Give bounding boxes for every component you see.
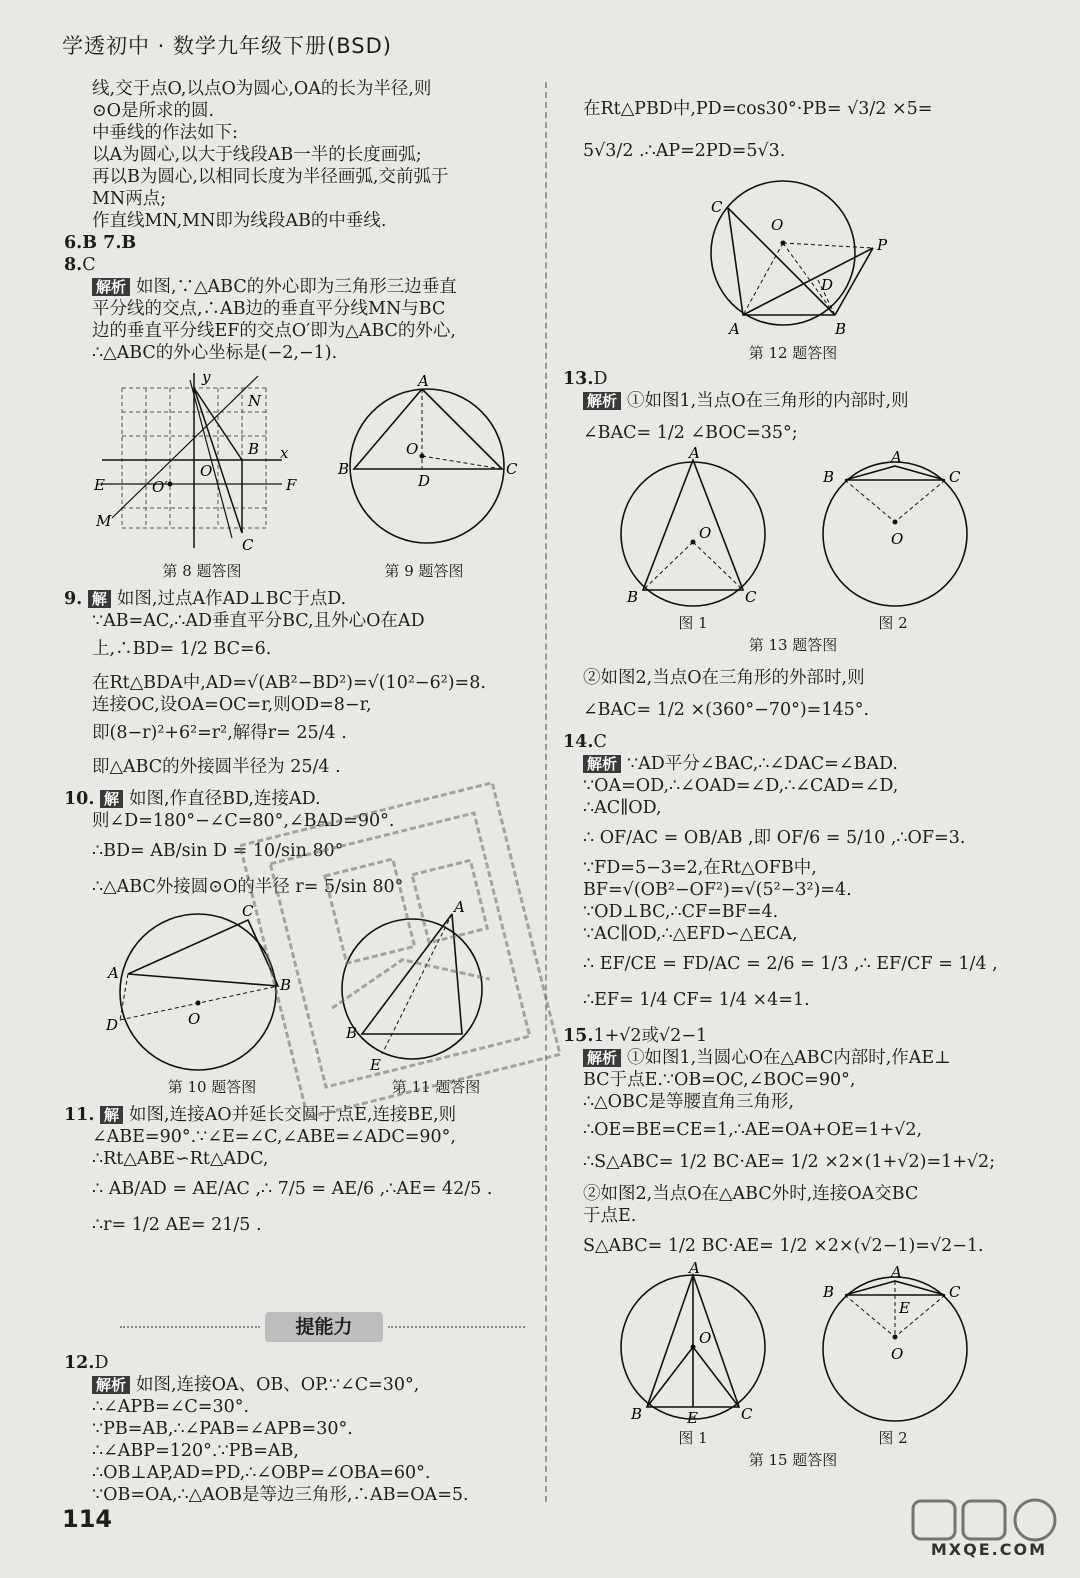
point-label: D (418, 472, 431, 490)
text-line: ∵AC∥OD,∴△EFD∽△ECA, (583, 924, 798, 944)
point-label: O (771, 216, 784, 234)
text-line: 在Rt△PBD中,PD=cos30°·PB= √3/2 ×5= (583, 99, 933, 119)
text-line: 平分线的交点,∴AB边的垂直平分线MN与BC (92, 299, 446, 319)
logo-mark-icon (905, 1495, 1065, 1545)
solution-tag: 解 (100, 1106, 123, 1124)
point-label: C (506, 460, 518, 478)
text-line: ∴OB⊥AP,AD=PD,∴∠OBP=∠OBA=60°. (92, 1463, 431, 1483)
text-line: ∴r= 1/2 AE= 21/5 . (92, 1215, 262, 1235)
text-line (583, 753, 1023, 775)
text-line: ∵OB=OA,∴△AOB是等边三角形,∴AB=OA=5. (92, 1485, 469, 1505)
axis-label-x: x (280, 444, 289, 462)
right-column (563, 78, 1023, 1469)
point-label: A (418, 372, 429, 390)
figure-12 (693, 168, 893, 343)
question-8-header (64, 254, 532, 276)
figure-15-2 (817, 1263, 987, 1427)
point-label: A (689, 1259, 700, 1277)
point-label: E (94, 476, 105, 494)
text-line: 5√3/2 .∴AP=2PD=5√3. (583, 141, 786, 161)
figure-13-caption: 第 13 题答图 (748, 636, 838, 654)
point-label: B (248, 440, 260, 458)
figure-8-caption: 第 8 题答图 (162, 562, 242, 580)
stamp-watermark (250, 790, 550, 1110)
text-line: ∴BD= AB/sin D = 10/sin 80° (92, 841, 344, 861)
page-header: 学透初中 · 数学九年级下册(BSD) (62, 34, 392, 58)
section-title: 提能力 (265, 1312, 383, 1342)
answer-6-7: 6.B 7.B (64, 233, 137, 253)
point-label: M (96, 512, 112, 530)
point-label: O (891, 1345, 904, 1363)
figure-13-sub1: 图 1 (678, 614, 708, 632)
text-line (583, 1047, 1023, 1069)
analysis-tag: 解析 (583, 392, 621, 410)
text-line: ∴EF= 1/4 CF= 1/4 ×4=1. (583, 990, 810, 1010)
analysis-tag: 解析 (583, 1049, 621, 1067)
question-number: 11. (64, 1105, 95, 1125)
analysis-tag: 解析 (92, 278, 130, 296)
answer: D (593, 369, 608, 389)
text: 如图,连接OA、OB、OP.∵∠C=30°, (136, 1375, 420, 1395)
point-label: A (891, 448, 902, 466)
point-label: C (745, 588, 757, 606)
text-line: 即(8−r)²+6²=r²,解得r= 25/4 . (92, 723, 347, 743)
text: 如图,连接AO并延长交圆于点E,连接BE,则 (129, 1105, 457, 1125)
text: ∵AD平分∠BAC,∴∠DAC=∠BAD. (627, 754, 898, 774)
solution-tag: 解 (100, 790, 123, 808)
point-label: A (454, 898, 465, 916)
point-label: O (200, 462, 213, 480)
figure-15-sub1: 图 1 (678, 1429, 708, 1447)
figure-13-2 (817, 448, 987, 612)
question-number: 8. (64, 255, 83, 275)
point-label: B (823, 1283, 835, 1301)
figure-15-sub2: 图 2 (878, 1429, 908, 1447)
text-line (92, 1374, 532, 1396)
point-label: O (699, 1329, 712, 1347)
point-label: B (280, 976, 292, 994)
text-line: ∴∠ABP=120°.∵PB=AB, (92, 1441, 299, 1461)
banner-dots (388, 1326, 525, 1328)
text-line: ∴Rt△ABE∽Rt△ADC, (92, 1149, 269, 1169)
point-label: O (188, 1010, 201, 1028)
text-line: ∴△OBC是等腰直角三角形, (583, 1092, 795, 1112)
figure-8-grid (82, 368, 302, 558)
answer: C (82, 255, 96, 275)
point-label: O (891, 530, 904, 548)
text-line: S△ABC= 1/2 BC·AE= 1/2 ×2×(√2−1)=√2−1. (583, 1236, 984, 1256)
text-line: ∠BAC= 1/2 ×(360°−70°)=145°. (583, 700, 870, 720)
text-line: ∴ OF/AC = OB/AB ,即 OF/6 = 5/10 ,∴OF=3. (583, 828, 966, 848)
text-line: 于点E. (583, 1206, 637, 1226)
banner-dots (120, 1326, 260, 1328)
text-line: 中垂线的作法如下: (92, 123, 238, 143)
site-logo (905, 1495, 1065, 1565)
point-label: C (242, 536, 254, 554)
text-line: ∵FD=5−3=2,在Rt△OFB中, (583, 858, 817, 878)
text-line: ∴ AB/AD = AE/AC ,∴ 7/5 = AE/6 ,∴AE= 42/5 . (92, 1179, 493, 1199)
point-label: F (286, 476, 297, 494)
text-line: 则∠D=180°−∠C=80°,∠BAD=90°. (92, 811, 395, 831)
text-line: 连接OC,设OA=OC=r,则OD=8−r, (92, 695, 372, 715)
point-label: O′ (152, 478, 168, 496)
point-label: P (877, 236, 888, 254)
text-line: ∴△ABC外接圆⊙O的半径 r= 5/sin 80° (92, 877, 404, 897)
text-line: 上,∴BD= 1/2 BC=6. (92, 639, 272, 659)
section-banner (120, 1312, 525, 1342)
text-line: 以A为圆心,以大于线段AB一半的长度画弧; (92, 145, 422, 165)
text: 如图,过点A作AD⊥BC于点D. (116, 589, 347, 609)
figure-15-block (583, 1259, 1023, 1469)
figure-13-1 (613, 444, 773, 612)
point-label: B (627, 588, 639, 606)
point-label: C (949, 468, 961, 486)
point-label: E (370, 1056, 381, 1074)
text-line: ∴△ABC的外心坐标是(−2,−1). (92, 343, 338, 363)
text: 如图,∵△ABC的外心即为三角形三边垂直 (136, 277, 457, 297)
analysis-tag: 解析 (583, 755, 621, 773)
text-line: ∵OD⊥BC,∴CF=BF=4. (583, 902, 779, 922)
point-label: B (631, 1405, 643, 1423)
text-line: 线,交于点O,以点O为圆心,OA的长为半径,则 (92, 79, 432, 99)
figure-9 (332, 374, 522, 554)
point-label: A (891, 1263, 902, 1281)
point-label: C (741, 1405, 753, 1423)
question-12-header (64, 1352, 532, 1374)
point-label: N (248, 392, 262, 410)
text: ①如图1,当圆心O在△ABC内部时,作AE⊥ (627, 1048, 951, 1068)
question-number: 15. (563, 1026, 594, 1046)
point-label: E (899, 1299, 910, 1317)
point-label: B (346, 1024, 358, 1042)
figure-row-8-9 (92, 368, 532, 588)
text: 如图,作直径BD,连接AD. (129, 789, 321, 809)
point-label: B (835, 320, 847, 338)
point-label: O (406, 440, 419, 458)
text-line: ∵AB=AC,∴AD垂直平分BC,且外心O在AD (92, 611, 425, 631)
figure-10-caption: 第 10 题答图 (167, 1078, 257, 1096)
question-9-header (64, 588, 532, 610)
text-line: 即△ABC的外接圆半径为 25/4 . (92, 757, 341, 777)
text-line: 作直线MN,MN即为线段AB的中垂线. (92, 211, 387, 231)
text-line: MN两点; (92, 189, 167, 209)
text-line: BF=√(OB²−OF²)=√(5²−3²)=4. (583, 880, 852, 900)
text-line: 边的垂直平分线EF的交点O′即为△ABC的外心, (92, 321, 456, 341)
text-line: ∠ABE=90°.∵∠E=∠C,∠ABE=∠ADC=90°, (92, 1127, 456, 1147)
question-number: 14. (563, 732, 594, 752)
answer: C (593, 732, 607, 752)
question-14-header (563, 731, 1023, 753)
figure-13-sub2: 图 2 (878, 614, 908, 632)
point-label: E (687, 1409, 698, 1427)
text-line: ∴S△ABC= 1/2 BC·AE= 1/2 ×2×(1+√2)=1+√2; (583, 1152, 996, 1172)
point-label: A (689, 444, 700, 462)
point-label: O (699, 524, 712, 542)
question-number: 12. (64, 1353, 95, 1373)
page-number: 114 (62, 1505, 113, 1533)
logo-text: MXQE.COM (930, 1540, 1047, 1559)
figure-15-1 (613, 1259, 773, 1427)
point-label: D (821, 276, 834, 294)
text: ①如图1,当点O在三角形的内部时,则 (627, 391, 909, 411)
point-label: C (242, 902, 254, 920)
text-line (92, 276, 532, 298)
text-line: ∴AC∥OD, (583, 798, 662, 818)
text-line: ∵PB=AB,∴∠PAB=∠APB=30°. (92, 1419, 353, 1439)
point-label: C (711, 198, 723, 216)
text-line: ∴OE=BE=CE=1,∴AE=OA+OE=1+√2, (583, 1120, 923, 1140)
analysis-tag: 解析 (92, 1376, 130, 1394)
text-line: BC于点E.∵OB=OC,∠BOC=90°, (583, 1070, 856, 1090)
text-line: ∠BAC= 1/2 ∠BOC=35°; (583, 423, 798, 443)
axis-label-y: y (202, 368, 211, 386)
question-12-block (64, 1352, 532, 1506)
text-line: ②如图2,当点O在三角形的外部时,则 (583, 668, 865, 688)
text-line: ∴∠APB=∠C=30°. (92, 1397, 250, 1417)
text-line: ②如图2,当点O在△ABC外时,连接OA交BC (583, 1184, 919, 1204)
point-label: A (108, 964, 119, 982)
question-number: 9. (64, 589, 83, 609)
figure-9-caption: 第 9 题答图 (384, 562, 464, 580)
text-line (583, 390, 1023, 412)
question-13-header (563, 368, 1023, 390)
figure-12-caption: 第 12 题答图 (748, 344, 838, 362)
point-label: B (338, 460, 350, 478)
point-label: A (729, 320, 740, 338)
answer: D (94, 1353, 109, 1373)
figure-12-block (583, 168, 1023, 368)
figure-13-block (583, 444, 1023, 667)
text-line: 再以B为圆心,以相同长度为半径画弧,交前弧于 (92, 167, 449, 187)
text-line: 在Rt△BDA中,AD=√(AB²−BD²)=√(10²−6²)=8. (92, 673, 486, 693)
point-label: D (106, 1016, 119, 1034)
point-label: B (823, 468, 835, 486)
text-line: ⊙O是所求的圆. (92, 101, 215, 121)
question-number: 10. (64, 789, 95, 809)
solution-tag: 解 (88, 590, 111, 608)
question-number: 13. (563, 369, 594, 389)
text-line: ∵OA=OD,∴∠OAD=∠D,∴∠CAD=∠D, (583, 776, 899, 796)
text-line: ∴ EF/CE = FD/AC = 2/6 = 1/3 ,∴ EF/CF = 1/4 , (583, 954, 998, 974)
figure-11-caption: 第 11 题答图 (391, 1078, 481, 1096)
point-label: C (949, 1283, 961, 1301)
figure-15-caption: 第 15 题答图 (748, 1451, 838, 1469)
answer: 1+√2或√2−1 (593, 1026, 708, 1046)
question-15-header (563, 1025, 1023, 1047)
